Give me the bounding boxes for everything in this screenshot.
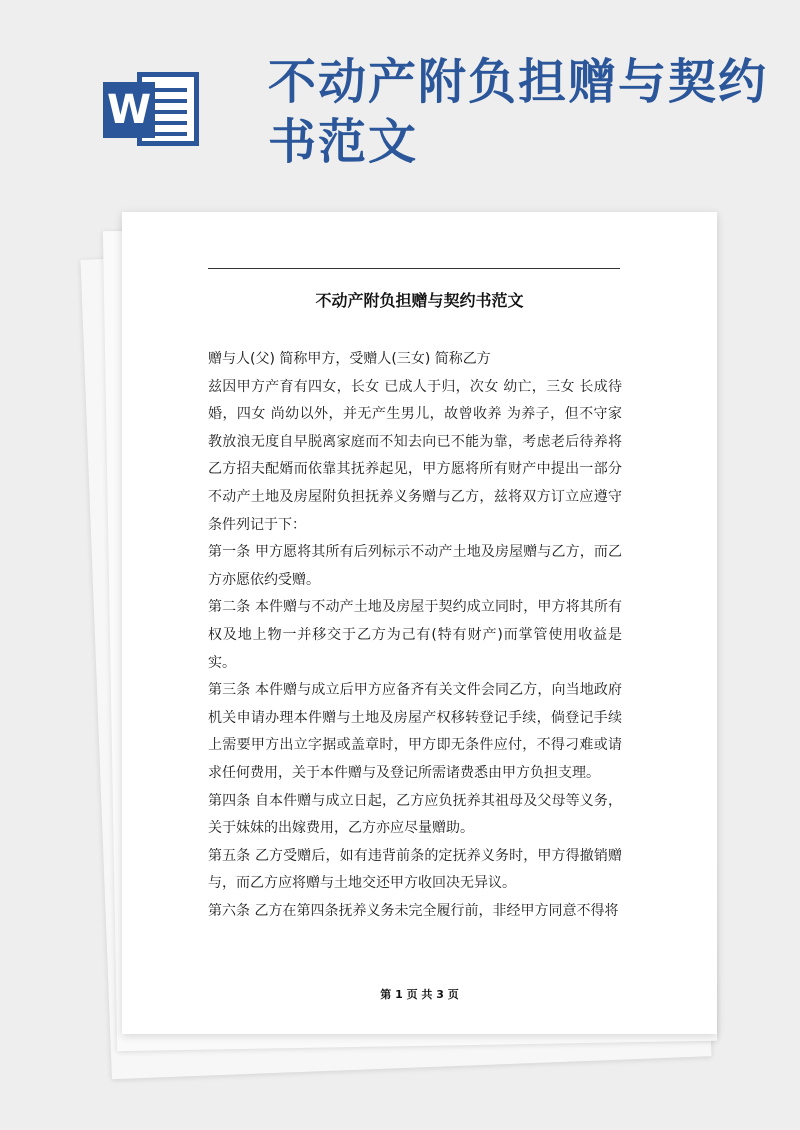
banner [0,0,800,200]
word-badge: W [103,82,155,138]
paragraph-article-3: 第三条 本件赠与成立后甲方应备齐有关文件会同乙方，向当地政府机关申请办理本件赠与土地及房屋产权移转登记手续，倘登记手续上需要甲方出立字据或盖章时，甲方即无条件应付，不得刁难或请求任何费用，关于本件赠与及登记所需诸费悉由甲方负担支理。 [208,682,622,781]
document-body [208,346,622,925]
paragraph-preamble: 兹因甲方产育有四女，长女 已成人于归，次女 幼亡，三女 长成待婚，四女 尚幼以外，并无产生男儿，故曾收养 为养子，但不守家教放浪无度自早脱离家庭而不知去向已不能为靠，考虑老后待养将乙方招夫配婿而依靠其抚养起见，甲方愿将所有财产中提出一部分不动产土地及房屋附负担抚养义务赠与乙方，兹将双方订立应遵守条件列记于下： [208,378,622,533]
document-title: 不动产附负担赠与契约书范文 [315,291,524,310]
page-footer: 第 1 页 共 3 页 [380,988,459,1001]
paragraph-article-6: 第六条 乙方在第四条抚养义务未完全履行前，非经甲方同意不得将 [208,902,619,919]
paragraph-article-5: 第五条 乙方受赠后，如有违背前条的定抚养义务时，甲方得撤销赠与，而乙方应将赠与土地交还甲方收回决无异议。 [208,847,622,892]
paragraph-article-1: 第一条 甲方愿将其所有后列标示不动产土地及房屋赠与乙方，而乙方亦愿依约受赠。 [208,544,622,588]
word-icon [103,68,203,148]
paragraph-article-2: 第二条 本件赠与不动产土地及房屋于契约成立同时，甲方将其所有权及地上物一并移交于乙方为己有(特有财产)而掌管使用收益是实。 [208,599,622,671]
banner-title: 不动产附负担赠与契约书范文 [268,54,769,170]
document-page [122,212,717,1034]
paragraph-parties: 赠与人(父) 简称甲方，受赠人(三女) 简称乙方 [208,351,491,367]
header-rule [208,268,620,269]
paragraph-article-4: 第四条 自本件赠与成立日起，乙方应负抚养其祖母及父母等义务，关于妹妹的出嫁费用，乙方亦应尽量赠助。 [208,792,622,837]
